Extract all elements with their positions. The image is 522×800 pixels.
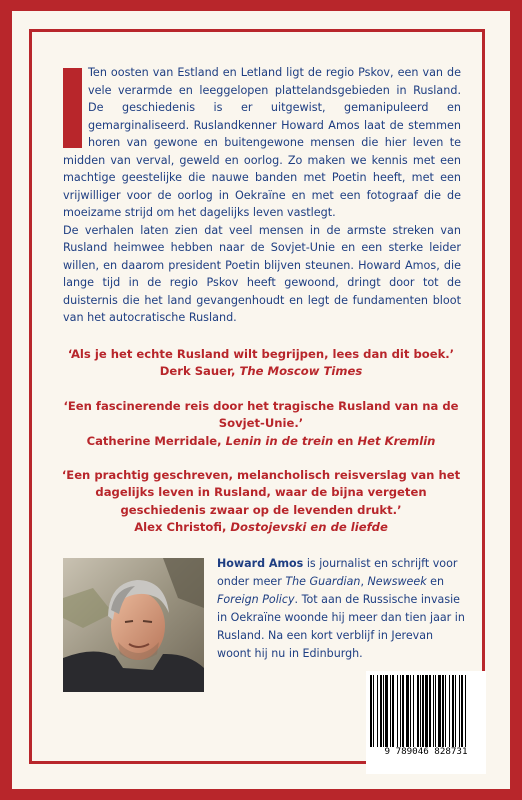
quote-3: [55, 467, 467, 537]
isbn-barcode: [366, 671, 486, 774]
quote-attribution: [55, 519, 467, 536]
barcode-bar: [461, 675, 463, 747]
barcode-bar: [400, 675, 401, 747]
review-quotes: [55, 346, 467, 554]
barcode-bar: [452, 675, 454, 747]
barcode-bar: [370, 675, 372, 747]
barcode-bar: [422, 675, 424, 747]
quote-2: [55, 398, 467, 450]
barcode-bar: [410, 675, 411, 747]
barcode-bar: [420, 675, 421, 747]
barcode-bar: [380, 675, 382, 747]
publication-foreign-policy: Foreign Policy: [217, 593, 295, 606]
quote-connector: en: [337, 433, 354, 448]
blurb-paragraph-2: De verhalen laten zien dat veel mensen in de armste streken van Rusland heimwee hebben naar de Sovjet-Unie en een sterke leider willen, en daarom president Poetin blijven steunen. Howard Amos, die lange tijd in de regio Pskov heeft gewoond, dringt door tot de duisternis die het land gevangenhoudt en legt de fundamenten bloot van het autocratische Rusland.: [63, 223, 461, 324]
barcode-bar: [417, 675, 419, 747]
barcode-bar: [435, 675, 436, 747]
barcode-bar: [383, 675, 384, 747]
barcode-bars: [370, 675, 482, 747]
quote-text: ‘Een prachtig geschreven, melancholisch reisverslag van het dagelijks leven in Rusland, waar de bijna vergeten geschiedenis zwaar op de levenden drukt.’: [61, 468, 461, 517]
barcode-bar: [425, 675, 428, 747]
barcode-bar: [413, 675, 414, 747]
drop-cap-ornament: [63, 68, 82, 148]
barcode-bar: [406, 675, 409, 747]
barcode-bar: [449, 675, 450, 747]
author-bio-intro: is journalist en schrijft voor onder meer: [217, 557, 458, 588]
barcode-bar: [442, 675, 444, 747]
quote-source: Dostojevski en de liefde: [230, 520, 388, 535]
barcode-bar: [397, 675, 398, 747]
author-bio-rest: . Tot aan de Russische invasie in Oekraïne woonde hij meer dan tien jaar in Rusland. Na een kort verblijf in Jerevan woont hij nu in Edinburgh.: [217, 593, 465, 660]
barcode-bar: [465, 675, 466, 747]
quote-source: Lenin in de trein: [225, 433, 334, 448]
barcode-bar: [402, 675, 404, 747]
barcode-bar: [392, 675, 394, 747]
quote-author: Alex Christofi,: [134, 520, 227, 535]
quote-source-2: Het Kremlin: [357, 433, 436, 448]
publication-guardian: The Guardian: [285, 575, 361, 588]
author-bio-separator: en: [426, 575, 445, 588]
barcode-bar: [385, 675, 388, 747]
barcode-bar: [429, 675, 431, 747]
author-portrait-image: [63, 558, 204, 692]
publication-newsweek: Newsweek: [367, 575, 427, 588]
barcode-bar: [373, 675, 374, 747]
author-bio: [217, 555, 467, 663]
blurb-paragraph-1: Ten oosten van Estland en Letland ligt de regio Pskov, een van de vele verarmde en leeggelopen plattelandsgebieden in Rusland. De geschiedenis is er uitgewist, gemanipuleerd en gemarginaliseerd. Ruslandkenner Howard Amos laat de stemmen horen van gewone en buitengewone mensen die hier leven te midden van verval, geweld en oorlog. Zo maken we kennis met een machtige geestelijke die nauwe banden met Poetin heeft, met een vrijwilliger voor de oorlog in Oekraïne en met een fotograaf die de moeizame strijd om het dagelijks leven vastlegt.: [63, 66, 461, 219]
quote-author: Catherine Merridale,: [86, 433, 222, 448]
barcode-bar: [438, 675, 441, 747]
quote-1: [55, 346, 467, 381]
author-photo: [63, 558, 204, 692]
quote-source: The Moscow Times: [239, 364, 363, 379]
quote-text: ‘Een fascinerende reis door het tragische Rusland van na de Sovjet-Unie.’: [63, 398, 459, 431]
quote-author: Derk Sauer,: [159, 364, 236, 379]
quote-attribution: [55, 363, 467, 380]
quote-attribution: [55, 433, 467, 450]
barcode-bar: [445, 675, 446, 747]
barcode-bar: [377, 675, 378, 747]
author-bio-separator: ,: [360, 575, 368, 588]
quote-text: ‘Als je het echte Rusland wilt begrijpen, lees dan dit boek.’: [67, 347, 455, 361]
barcode-bar: [455, 675, 456, 747]
author-name: Howard Amos: [217, 557, 304, 570]
barcode-bar: [459, 675, 460, 747]
back-cover-blurb: [63, 64, 461, 327]
barcode-bar: [433, 675, 434, 747]
barcode-bar: [390, 675, 391, 747]
isbn-number: 9 789046 828731: [384, 746, 468, 757]
